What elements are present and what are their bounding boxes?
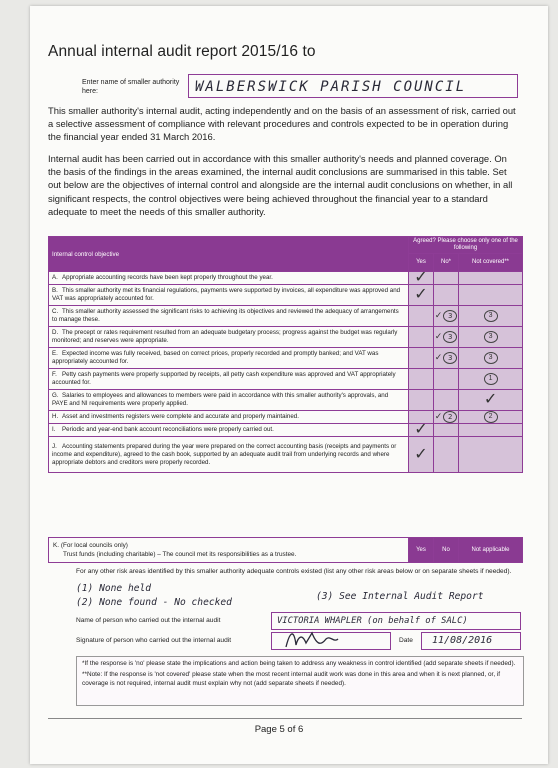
control-objective xyxy=(49,348,409,369)
trust-funds-row xyxy=(49,538,409,563)
check-mark: ✓ 3 xyxy=(435,311,458,321)
control-text: This smaller authority met its financial regulations, payments were supported by invoices, all expenditure was approved and VAT was appropriately accounted for. xyxy=(52,287,401,302)
page-number: Page 5 of 6 xyxy=(254,724,304,735)
internal-control-table xyxy=(48,236,523,473)
control-letter: I. xyxy=(52,426,56,433)
authority-name-field[interactable] xyxy=(188,74,518,98)
control-letter: H. xyxy=(52,413,59,420)
header-no: No* xyxy=(434,254,459,272)
handwritten-note-2: (2) None found - No checked xyxy=(76,597,232,608)
not-covered-cell[interactable] xyxy=(459,348,523,369)
header-agreed: Agreed? Please choose only one of the following xyxy=(409,237,523,254)
note-reference: 3 xyxy=(484,331,498,343)
note-reference: 3 xyxy=(443,310,457,322)
control-text: The precept or rates requirement resulted from an adequate budgetary process; progress against the budget was regularly monitored; and reserves were appropriate. xyxy=(52,329,398,344)
control-row xyxy=(49,285,523,306)
control-text: Expected income was fully received, based on correct prices, properly recorded and promptly banked; and VAT was appropriately accounted for. xyxy=(52,350,379,365)
not-covered-cell[interactable] xyxy=(459,306,523,327)
control-letter: C. xyxy=(52,308,59,315)
yes-cell[interactable] xyxy=(409,369,434,390)
control-text: Petty cash payments were properly supported by receipts, all petty cash expenditure was approved and VAT appropriately accounted for. xyxy=(52,371,396,386)
not-covered-cell[interactable] xyxy=(459,411,523,424)
control-letter: E. xyxy=(52,350,58,357)
signature-scribble-icon xyxy=(272,627,390,651)
yes-cell[interactable] xyxy=(409,267,434,286)
check-mark: ✓ xyxy=(414,284,428,303)
page-title: Annual internal audit report 2015/16 to xyxy=(48,43,316,60)
control-objective xyxy=(49,411,409,424)
trust-na-cell[interactable]: Not applicable xyxy=(459,538,523,563)
control-text: Appropriate accounting records have been kept properly throughout the year. xyxy=(62,274,273,281)
control-letter: A. xyxy=(52,274,58,281)
check-mark: ✓ xyxy=(414,267,428,286)
control-text: This smaller authority assessed the significant risks to achieving its objectives and reviewed the adequacy of arrangements to manage these. xyxy=(52,308,399,323)
control-objective xyxy=(49,369,409,390)
trust-k-text: Trust funds (including charitable) – The council met its responsibilities as a trustee. xyxy=(63,551,297,558)
yes-cell[interactable] xyxy=(409,419,434,438)
not-covered-cell[interactable] xyxy=(459,390,523,411)
trust-k-label: K. (For local councils only) xyxy=(53,542,128,549)
no-cell[interactable] xyxy=(434,348,459,369)
check-mark: ✓ xyxy=(414,419,428,438)
control-text: Periodic and year-end bank account reconciliations were properly carried out. xyxy=(62,426,274,433)
control-row xyxy=(49,424,523,437)
auditor-name-label: Name of person who carried out the internal audit xyxy=(76,617,221,624)
yes-cell[interactable] xyxy=(409,437,434,473)
authority-name-handwritten: WALBERSWICK PARISH COUNCIL xyxy=(195,79,467,95)
yes-cell[interactable] xyxy=(409,285,434,306)
yes-cell[interactable] xyxy=(409,348,434,369)
no-cell[interactable] xyxy=(434,437,459,473)
control-objective xyxy=(49,424,409,437)
control-row xyxy=(49,327,523,348)
auditor-name-handwritten: VICTORIA WHAPLER (on behalf of SALC) xyxy=(277,616,468,626)
control-row xyxy=(49,272,523,285)
not-covered-cell[interactable] xyxy=(459,327,523,348)
authority-name-label: Enter name of smaller authority here: xyxy=(82,79,180,95)
control-letter: G. xyxy=(52,392,59,399)
signature-field[interactable] xyxy=(271,632,391,650)
control-text: Salaries to employees and allowances to members were paid in accordance with this smaller authority's approvals, and PAYE and NI requirements were properly applied. xyxy=(52,392,389,407)
no-cell[interactable] xyxy=(434,369,459,390)
note-reference: 3 xyxy=(443,352,457,364)
control-text: Asset and investments registers were complete and accurate and properly maintained. xyxy=(62,413,299,420)
footnote-not-covered: **Note: If the response is 'not covered' please state when the most recent internal audit work was done in this area and when it is next planned, or, if coverage is not required, internal audit must explain why not (add separate sheets if needed). xyxy=(82,671,501,687)
not-covered-cell[interactable] xyxy=(459,424,523,437)
intro-paragraph-1: This smaller authority's internal audit, acting independently and on the basis of an assessment of risk, carried out a selective assessment of compliance with relevant procedures and controls expected to be in operation during the financial year ended 31 March 2016. xyxy=(48,105,516,143)
date-handwritten: 11/08/2016 xyxy=(432,635,493,646)
check-mark: ✓ 3 xyxy=(435,332,458,342)
trust-no-cell[interactable]: No xyxy=(434,538,459,563)
header-objective: Internal control objective xyxy=(49,237,409,272)
control-text: Accounting statements prepared during the year were prepared on the correct accounting basis (receipts and payments or income and expenditure), agreed to the cash book, supported by an adequate audit trail from underlying records and where appropriate debtors and creditors were properly recorded. xyxy=(52,442,397,466)
handwritten-note-1: (1) None held xyxy=(76,583,152,594)
trust-yes-cell[interactable]: Yes xyxy=(409,538,434,563)
control-letter: D. xyxy=(52,329,59,336)
control-row xyxy=(49,306,523,327)
check-mark: ✓ xyxy=(483,389,498,408)
trust-funds-table xyxy=(48,537,523,563)
no-cell[interactable] xyxy=(434,390,459,411)
not-covered-cell[interactable] xyxy=(459,369,523,390)
footer-divider xyxy=(48,718,522,719)
note-reference: 2 xyxy=(484,411,498,423)
footnotes-box xyxy=(76,656,524,706)
not-covered-cell[interactable] xyxy=(459,285,523,306)
not-covered-cell[interactable] xyxy=(459,272,523,285)
note-reference: 1 xyxy=(484,373,498,385)
footnote-no: *If the response is 'no' please state the implications and action being taken to address any weakness in control identified (add separate sheets if needed). xyxy=(82,660,516,667)
control-letter: F. xyxy=(52,371,57,378)
note-reference: 2 xyxy=(443,411,457,423)
signature-label: Signature of person who carried out the internal audit xyxy=(76,637,232,644)
yes-cell[interactable] xyxy=(409,390,434,411)
control-row xyxy=(49,411,523,424)
control-letter: B. xyxy=(52,287,58,294)
control-row xyxy=(49,390,523,411)
no-cell[interactable] xyxy=(434,327,459,348)
not-covered-cell[interactable] xyxy=(459,437,523,473)
control-objective xyxy=(49,437,409,473)
check-mark: ✓ 2 xyxy=(435,412,458,422)
control-objective xyxy=(49,306,409,327)
date-label: Date xyxy=(399,637,413,644)
note-reference: 3 xyxy=(484,352,498,364)
control-objective xyxy=(49,285,409,306)
check-mark: ✓ xyxy=(414,443,428,463)
check-mark: ✓ 3 xyxy=(435,353,458,363)
no-cell[interactable] xyxy=(434,306,459,327)
no-cell[interactable] xyxy=(434,272,459,285)
handwritten-note-3: (3) See Internal Audit Report xyxy=(316,591,484,602)
control-letter: J. xyxy=(52,442,57,450)
header-not-covered: Not covered** xyxy=(459,254,523,272)
other-risk-areas-note: For any other risk areas identified by this smaller authority adequate controls existed (list any other risk areas below or on separate sheets if needed). xyxy=(76,568,512,575)
header-yes: Yes xyxy=(409,254,434,272)
control-row xyxy=(49,437,523,473)
date-field[interactable] xyxy=(421,632,521,650)
no-cell[interactable] xyxy=(434,285,459,306)
no-cell[interactable] xyxy=(434,411,459,424)
note-reference: 3 xyxy=(484,310,498,322)
intro-paragraph-2: Internal audit has been carried out in accordance with this smaller authority's needs and planned coverage. On the basis of the findings in the areas examined, the internal audit conclusions are summarised in this table. Set out below are the objectives of internal control and alongside are the internal audit conclusions on whether, in all significant respects, the control objectives were being achieved throughout the financial year to a standard adequate to meet the needs of this smaller authority. xyxy=(48,153,513,217)
yes-cell[interactable] xyxy=(409,306,434,327)
control-objective xyxy=(49,390,409,411)
no-cell[interactable] xyxy=(434,424,459,437)
control-row xyxy=(49,348,523,369)
yes-cell[interactable] xyxy=(409,327,434,348)
control-objective xyxy=(49,327,409,348)
control-row xyxy=(49,369,523,390)
note-reference: 3 xyxy=(443,331,457,343)
control-objective xyxy=(49,272,409,285)
